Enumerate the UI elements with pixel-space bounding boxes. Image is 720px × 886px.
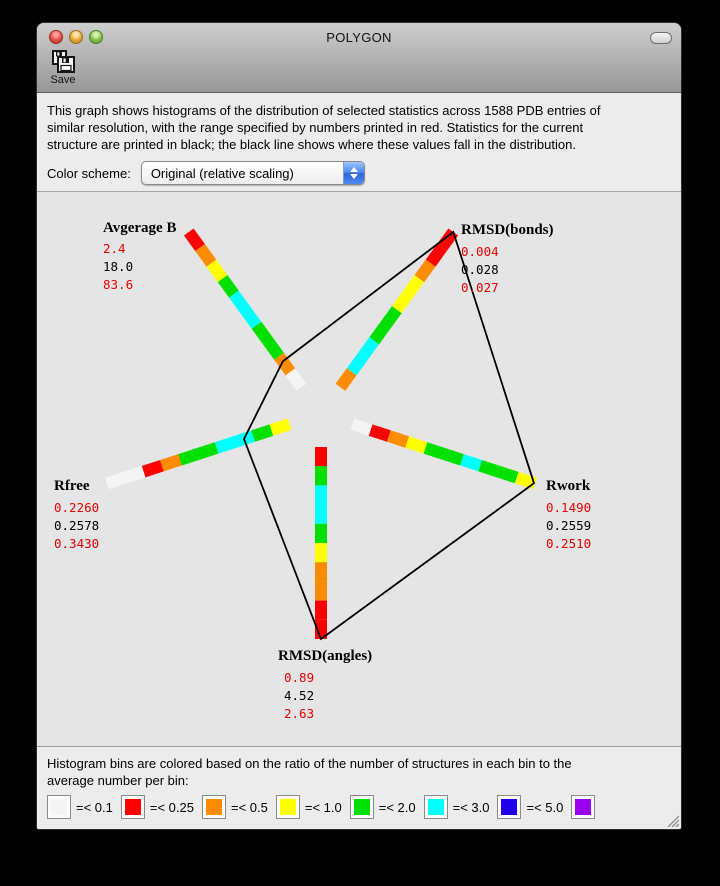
rmsd-bonds-bin-3 [374,325,385,341]
rmsd-bonds-bin-7 [419,263,430,279]
rmsd-angles-value-0: 0.89 [284,670,315,685]
rmsd-bonds-bin-8 [431,248,442,264]
rmsd-angles-value-1: 4.52 [284,688,315,703]
rfree-value-0: 0.2260 [54,500,100,515]
legend-bin-label-0: =< 0.1 [76,799,113,815]
legend-swatch-4 [354,799,370,815]
legend-swatch-7 [575,799,591,815]
legend-swatch-box-0 [47,795,71,819]
rwork-bin-7 [480,466,498,472]
color-scheme-row [47,161,671,185]
rwork-value-0: 0.1490 [546,500,592,515]
save-button[interactable] [46,49,80,86]
average-b-bin-3 [256,325,267,341]
rmsd-bonds-label: RMSD(bonds) [461,222,554,238]
rfree-bin-4 [198,448,216,454]
rfree-bin-9 [107,478,125,484]
legend-line-2: average number per bin: [47,773,189,788]
average-b-bin-5 [234,294,245,310]
rmsd-bonds-bin-5 [397,294,408,310]
legend-swatch-box-3 [276,795,300,819]
legend-line-1: Histogram bins are colored based on the ratio of the number of structures in each bin to the [47,756,572,771]
rfree-bin-1 [253,430,271,436]
rfree-bin-5 [180,454,198,460]
rmsd-bonds-value-2: 0.027 [461,280,499,295]
rwork-bin-8 [498,472,516,478]
legend-swatch-box-5 [424,795,448,819]
dropdown-arrows-icon [343,162,364,184]
rwork-bin-4 [425,448,443,454]
rmsd-angles-label: RMSD(angles) [278,648,373,664]
legend-bin-label-1: =< 0.25 [149,799,194,815]
description-text [47,102,671,153]
rwork-bin-1 [371,430,389,436]
description-line-1: This graph shows histograms of the distribution of selected statistics across 1588 PDB entries of [47,103,601,118]
rmsd-bonds-bin-0 [340,372,351,388]
legend-bins [47,795,673,819]
legend-swatch-box-4 [350,795,374,819]
rmsd-bonds-bin-4 [386,310,397,326]
toolbar-toggle-button[interactable] [650,32,672,44]
rwork-bin-3 [407,442,425,448]
average-b-bin-4 [245,310,256,326]
average-b-value-0: 2.4 [103,241,126,256]
rfree-bin-0 [271,424,289,430]
polygon-window [36,22,682,830]
rwork-bin-6 [462,460,480,466]
average-b-bin-8 [200,248,211,264]
description-line-2: similar resolution, with the range specified by numbers printed in red. Statistics for the current [47,120,584,135]
rfree-label: Rfree [54,478,90,494]
save-button-label: Save [50,74,76,86]
average-b-bin-7 [211,263,222,279]
rmsd-angles-value-2: 2.63 [284,706,315,721]
rmsd-bonds-bin-6 [408,279,419,295]
average-b-bin-9 [189,232,200,248]
legend-swatch-box-7 [571,795,595,819]
save-icon [51,49,75,73]
legend-panel [37,746,681,829]
rfree-bin-6 [162,460,180,466]
average-b-bin-2 [268,341,279,357]
description-panel [37,93,681,192]
title-bar [37,23,681,93]
average-b-bin-0 [290,372,301,388]
legend-swatch-box-2 [202,795,226,819]
legend-swatch-0 [51,799,67,815]
color-scheme-dropdown[interactable] [141,161,365,185]
rwork-bin-0 [352,424,370,430]
legend-bin-label-6: =< 5.0 [526,799,564,815]
plot-panel [37,192,681,746]
rfree-value-2: 0.3430 [54,536,100,551]
rmsd-bonds-value-1: 0.028 [461,262,499,277]
rmsd-bonds-bin-1 [352,356,363,372]
legend-bin-label-3: =< 1.0 [304,799,342,815]
rmsd-bonds-value-0: 0.004 [461,244,499,259]
rwork-bin-2 [389,436,407,442]
average-b-value-2: 83.6 [103,277,134,292]
rwork-value-1: 0.2559 [546,518,592,533]
rfree-bin-8 [125,472,143,478]
rfree-value-1: 0.2578 [54,518,100,533]
legend-swatch-1 [125,799,141,815]
legend-swatch-5 [428,799,444,815]
average-b-value-1: 18.0 [103,259,134,274]
rmsd-bonds-bin-2 [363,341,374,357]
color-scheme-selected: Original (relative scaling) [150,165,294,181]
color-scheme-label: Color scheme: [47,165,131,181]
rwork-label: Rwork [546,478,591,494]
legend-swatch-box-1 [121,795,145,819]
rfree-bin-3 [217,442,235,448]
legend-bin-label-2: =< 0.5 [230,799,268,815]
legend-swatch-3 [280,799,296,815]
window-title: POLYGON [326,30,392,45]
legend-bin-label-4: =< 2.0 [378,799,416,815]
legend-swatch-2 [206,799,222,815]
legend-bin-label-5: =< 3.0 [452,799,490,815]
rwork-value-2: 0.2510 [546,536,592,551]
resize-grip[interactable] [665,813,679,827]
description-line-3: structure are printed in black; the black line shows where these values fall in the distribution. [47,137,576,152]
rwork-bin-5 [444,454,462,460]
legend-text [47,755,673,789]
polygon-chart [37,192,682,746]
average-b-label: Avgerage B [103,220,177,236]
legend-swatch-box-6 [497,795,521,819]
rfree-bin-7 [144,466,162,472]
average-b-bin-6 [223,279,234,295]
legend-swatch-6 [501,799,517,815]
